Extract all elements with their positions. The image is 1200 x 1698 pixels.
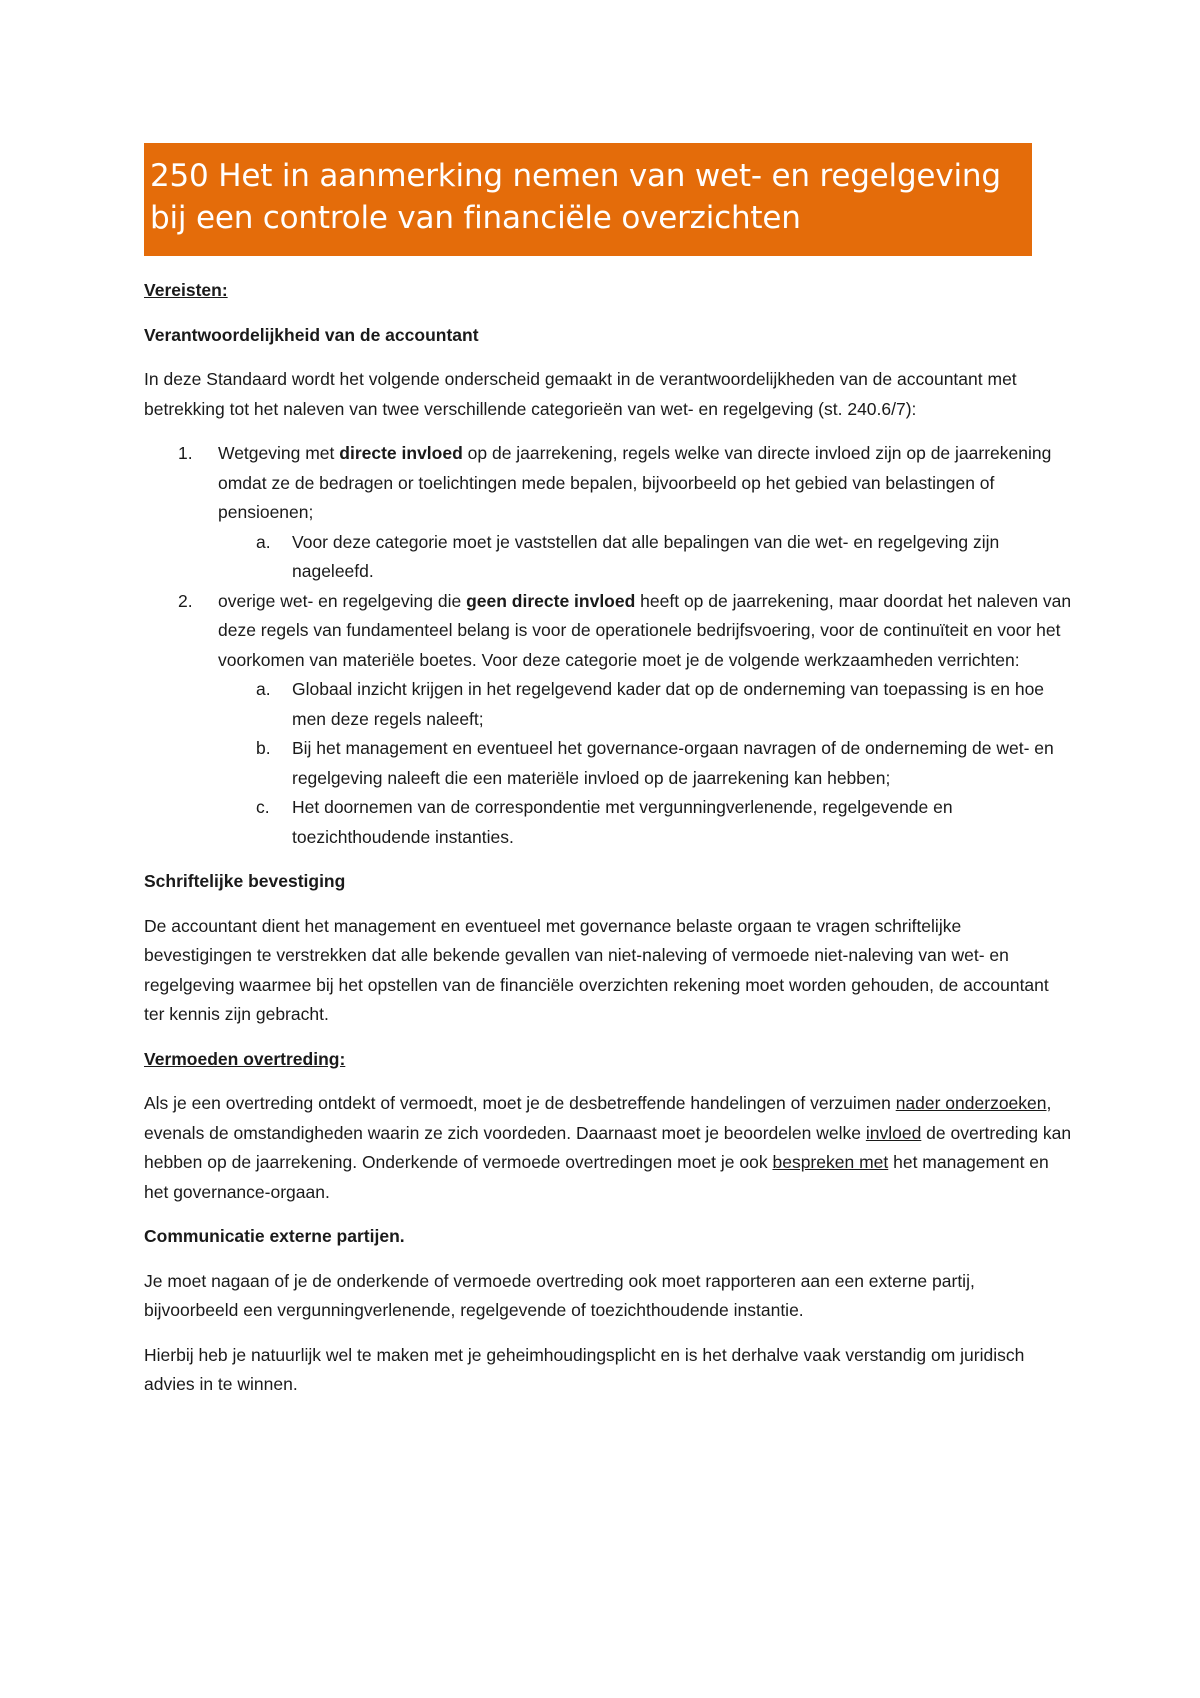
- title-line-1: 250 Het in aanmerking nemen van wet- en regelgeving: [150, 158, 1001, 194]
- list-text-bold: geen directe invloed: [466, 590, 636, 611]
- sub-list-text: Bij het management en eventueel het governance-orgaan navragen of de onderneming de wet- en regelgeving naleeft die een materiële invloed op de jaarrekening kan hebben;: [292, 738, 1054, 788]
- list-number: 1.: [178, 443, 193, 463]
- list-text-bold: directe invloed: [339, 443, 463, 463]
- document-body: [144, 276, 1074, 1415]
- list-text: heeft op de jaarrekening, maar doordat het naleven van deze regels van fundamenteel belang is voor de operationele bedrijfsvoering, voor de continuïteit en voor het voorkomen van materiële boetes. Voor deze categorie moet je de volgende werkzaamheden verrichten:: [218, 590, 1072, 670]
- paragraph-text: het management en het governance-orgaan.: [144, 1152, 1049, 1202]
- sub-list-letter: c.: [256, 797, 270, 817]
- underlined-text: bespreken met: [772, 1152, 889, 1172]
- sub-list-item: [218, 734, 1074, 793]
- heading-vereisten-text: Vereisten:: [144, 280, 228, 300]
- underlined-text: invloed: [865, 1122, 922, 1143]
- sub-list-item: [218, 675, 1074, 734]
- list-text: overige wet- en regelgeving die: [218, 590, 467, 611]
- list-item: [144, 587, 1074, 853]
- sub-list: [218, 675, 1074, 852]
- underlined-text: nader onderzoeken: [895, 1093, 1047, 1113]
- sub-list-item: [218, 793, 1074, 852]
- paragraph-vermoeden: [144, 1089, 1074, 1207]
- heading-communicatie: [144, 1222, 1074, 1252]
- heading-bevestiging-text: Schriftelijke bevestiging: [144, 871, 346, 891]
- heading-vermoeden: [144, 1045, 1074, 1075]
- sub-list-letter: a.: [256, 531, 271, 552]
- paragraph-bevestiging: De accountant dient het management en eventueel met governance belaste orgaan te vragen schriftelijke bevestigingen te verstrekken dat alle bekende gevallen van niet-naleving of vermoede niet-naleving van wet- en regelgeving waarmee bij het opstellen van de financiële overzichten rekening moet worden gehouden, de accountant ter kennis zijn gebracht.: [144, 915, 1049, 1024]
- numbered-list: [144, 439, 1074, 852]
- heading-bevestiging: [144, 867, 1074, 897]
- heading-verantwoordelijkheid: [144, 321, 1074, 351]
- sub-list-letter: b.: [256, 738, 271, 758]
- paragraph-communicatie-1: Je moet nagaan of je de onderkende of vermoede overtreding ook moet rapporteren aan een externe partij, bijvoorbeeld een vergunningverlenende, regelgevende of toezichthoudende instantie.: [144, 1270, 975, 1320]
- list-item: [144, 439, 1074, 587]
- sub-list: [218, 528, 1074, 587]
- list-text: op de jaarrekening, regels welke van directe invloed zijn op de jaarrekening omdat ze de bedragen or toelichtingen mede bepalen, bijvoorbeeld op het gebied van belastingen of pensioenen;: [218, 443, 1052, 522]
- heading-vereisten: [144, 276, 1074, 306]
- sub-list-text: Het doornemen van de correspondentie met vergunningverlenende, regelgevende en toezichthoudende instanties.: [292, 797, 953, 847]
- sub-list-text: Voor deze categorie moet je vaststellen dat alle bepalingen van die wet- en regelgeving zijn nageleefd.: [292, 531, 1000, 581]
- title-line-2: bij een controle van financiële overzichten: [150, 200, 801, 236]
- heading-communicatie-text: Communicatie externe partijen.: [144, 1226, 405, 1246]
- heading-verantwoordelijkheid-text: Verantwoordelijkheid van de accountant: [144, 324, 479, 345]
- list-number: 2.: [178, 590, 193, 611]
- paragraph-text: , evenals de omstandigheden waarin ze zich voordeden. Daarnaast moet je beoordelen welke: [144, 1093, 1052, 1143]
- paragraph-intro: In deze Standaard wordt het volgende onderscheid gemaakt in de verantwoordelijkheden van de accountant met betrekking tot het naleven van twee verschillende categorieën van wet- en regelgeving (st. 240.6/7):: [144, 369, 1017, 419]
- sub-list-text: Globaal inzicht krijgen in het regelgevend kader dat op de onderneming van toepassing is en hoe men deze regels naleeft;: [292, 679, 1045, 729]
- sub-list-letter: a.: [256, 679, 271, 699]
- paragraph-text: Als je een overtreding ontdekt of vermoedt, moet je de desbetreffende handelingen of verzuimen: [144, 1093, 896, 1113]
- paragraph-text: de overtreding kan hebben op de jaarrekening. Onderkende of vermoede overtredingen moet je ook: [144, 1122, 1072, 1172]
- title-banner: [144, 143, 1032, 256]
- sub-list-item: [218, 528, 1074, 587]
- list-text: Wetgeving met: [218, 443, 340, 463]
- paragraph-communicatie-2: Hierbij heb je natuurlijk wel te maken met je geheimhoudingsplicht en is het derhalve vaak verstandig om juridisch advies in te winnen.: [144, 1344, 1025, 1394]
- heading-vermoeden-text: Vermoeden overtreding:: [144, 1048, 346, 1069]
